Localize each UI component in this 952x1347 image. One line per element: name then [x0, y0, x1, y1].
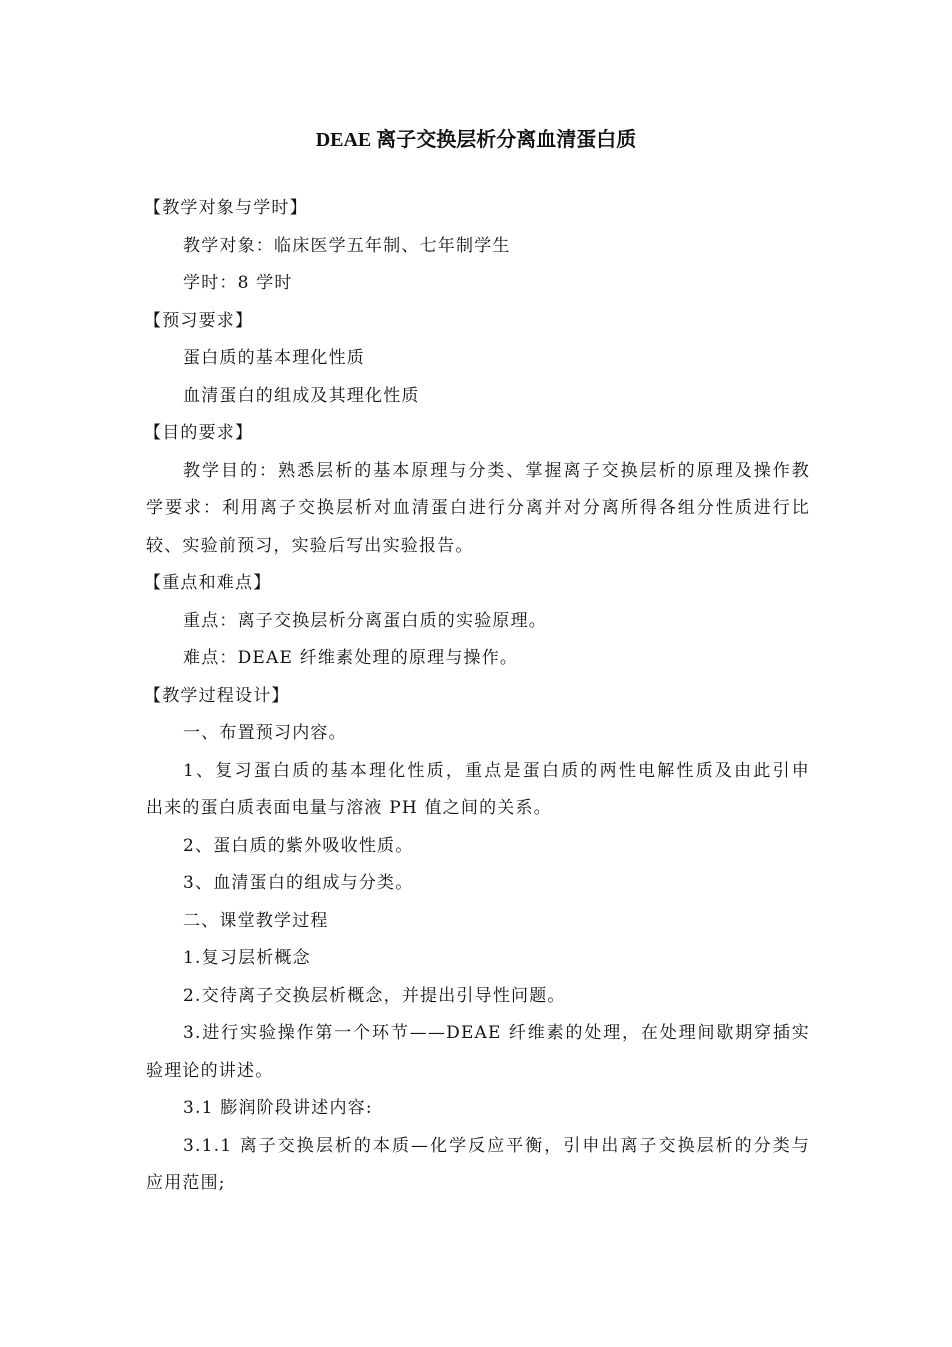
process-step-3-line-1: 3.进行实验操作第一个环节——DEAE 纤维素的处理，在处理间歇期穿插实 — [183, 1023, 810, 1043]
section-heading-preview: 【预习要求】 — [144, 310, 254, 331]
process-step-3-1-1-line-2: 应用范围; — [146, 1173, 226, 1193]
goals-line-2: 学要求：利用离子交换层析对血清蛋白进行分离并对分离所得各组分性质进行比 — [146, 498, 810, 518]
target-hours: 学时：8 学时 — [183, 273, 293, 293]
process-step-3-1-1-line-1: 3.1.1 离子交换层析的本质—化学反应平衡，引申出离子交换层析的分类与 — [183, 1135, 810, 1156]
preview-item-1: 蛋白质的基本理化性质 — [183, 348, 365, 368]
target-audience: 教学对象：临床医学五年制、七年制学生 — [183, 235, 511, 256]
process-step-3-line-2: 验理论的讲述。 — [146, 1060, 274, 1081]
process-item-1-line-1: 1、复习蛋白质的基本理化性质，重点是蛋白质的两性电解性质及由此引申 — [183, 760, 810, 781]
process-item-1-line-2: 出来的蛋白质表面电量与溶液 PH 值之间的关系。 — [146, 798, 552, 818]
goals-line-3: 较、实验前预习，实验后写出实验报告。 — [146, 535, 474, 556]
section-heading-process: 【教学过程设计】 — [144, 685, 290, 706]
process-part-2: 二、课堂教学过程 — [183, 910, 329, 931]
goals-line-1: 教学目的：熟悉层析的基本原理与分类、掌握离子交换层析的原理及操作教 — [183, 460, 810, 481]
process-part-1: 一、布置预习内容。 — [183, 723, 347, 743]
document-body — [146, 190, 810, 1203]
section-heading-goals: 【目的要求】 — [144, 423, 254, 443]
document-title: DEAE 离子交换层析分离血清蛋白质 — [315, 129, 637, 151]
process-step-3-1: 3.1 膨润阶段讲述内容: — [183, 1098, 373, 1118]
process-step-1: 1.复习层析概念 — [183, 948, 311, 968]
process-item-2: 2、蛋白质的紫外吸收性质。 — [183, 835, 414, 856]
preview-item-2: 血清蛋白的组成及其理化性质 — [183, 385, 420, 406]
section-heading-keypoints: 【重点和难点】 — [144, 573, 272, 593]
keypoint-key: 重点：离子交换层析分离蛋白质的实验原理。 — [183, 610, 547, 631]
keypoint-difficulty: 难点：DEAE 纤维素处理的原理与操作。 — [183, 648, 519, 668]
section-heading-target: 【教学对象与学时】 — [144, 198, 308, 218]
process-item-3: 3、血清蛋白的组成与分类。 — [183, 873, 414, 893]
process-step-2: 2.交待离子交换层析概念，并提出引导性问题。 — [183, 985, 566, 1006]
